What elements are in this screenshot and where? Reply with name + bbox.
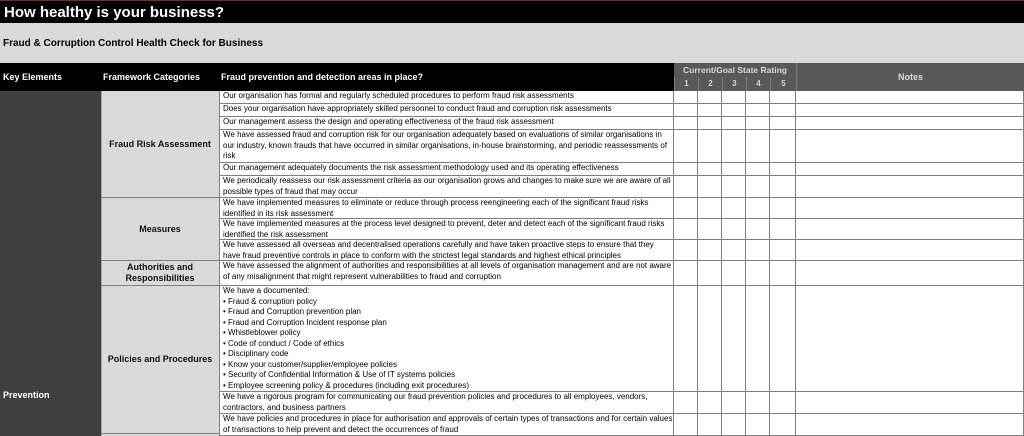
rating-cell-2[interactable] bbox=[698, 198, 722, 218]
area-text-main: Our management assess the design and operating effectiveness of the fraud risk assessment bbox=[223, 117, 554, 126]
area-text bbox=[219, 198, 674, 218]
policy-bullet: • Fraud & corruption policy bbox=[223, 296, 317, 306]
table-row bbox=[219, 414, 1024, 436]
area-text-main: We have a rigorous program for communicating our fraud prevention policies and procedures to all employees, vendors, contractors, and business partners bbox=[223, 392, 648, 412]
rating-cell-5[interactable] bbox=[770, 117, 796, 129]
area-text bbox=[219, 414, 674, 435]
area-text bbox=[219, 286, 674, 391]
area-text bbox=[219, 163, 674, 175]
rating-cell-2[interactable] bbox=[698, 286, 722, 391]
rating-cell-4[interactable] bbox=[746, 104, 770, 116]
rating-cell-5[interactable] bbox=[770, 261, 796, 285]
rating-cell-3[interactable] bbox=[722, 198, 746, 218]
notes-cell[interactable] bbox=[796, 117, 1024, 129]
header-rating-5: 5 bbox=[770, 77, 796, 91]
area-text-main: We have assessed the alignment of authorities and responsibilities at all levels of organisation management and are not aware of any misalignment that might represent vulnerabilities to fraud and corruption bbox=[223, 261, 672, 281]
policy-bullet: • Whistleblower policy bbox=[223, 328, 301, 337]
header-row bbox=[0, 63, 674, 91]
rating-cell-4[interactable] bbox=[746, 117, 770, 129]
notes-cell[interactable] bbox=[796, 176, 1024, 197]
rating-cell-1[interactable] bbox=[674, 117, 698, 129]
area-text-main: We have implemented measures at the process level designed to prevent, deter and detect each of the significant fraud risks identified the risk assessment bbox=[223, 219, 665, 239]
category-policies-procedures: Policies and Procedures bbox=[101, 286, 219, 434]
rating-cell-4[interactable] bbox=[746, 198, 770, 218]
area-text-main: Does your organisation have appropriately skilled personnel to conduct fraud and corruption risk assessments bbox=[223, 104, 612, 113]
notes-cell[interactable] bbox=[796, 91, 1024, 103]
rating-cell-2[interactable] bbox=[698, 130, 722, 162]
area-text-main: We have a documented: bbox=[223, 286, 310, 295]
rating-cell-1[interactable] bbox=[674, 286, 698, 391]
area-text bbox=[219, 117, 674, 129]
category-fraud-risk-assessment: Fraud Risk Assessment bbox=[101, 91, 219, 198]
area-text-main: We have assessed fraud and corruption risk for our organisation adequately based on evaluations of similar organisations in our industry, known frauds that have occurred in similar organisations, in-house brainstorming, and periodic reassessments of risk bbox=[223, 130, 668, 160]
table-row bbox=[219, 261, 1024, 286]
area-text bbox=[219, 91, 674, 103]
rating-cell-3[interactable] bbox=[722, 261, 746, 285]
notes-cell[interactable] bbox=[796, 130, 1024, 162]
rating-cell-4[interactable] bbox=[746, 130, 770, 162]
notes-cell[interactable] bbox=[796, 414, 1024, 435]
policy-bullet: • Disciplinary code bbox=[223, 349, 289, 358]
notes-cell[interactable] bbox=[796, 261, 1024, 285]
header-framework-categories: Framework Categories bbox=[103, 72, 201, 82]
rating-cell-1[interactable] bbox=[674, 392, 698, 413]
rating-cell-4[interactable] bbox=[746, 91, 770, 103]
key-elements-column bbox=[0, 91, 101, 436]
rating-cell-2[interactable] bbox=[698, 91, 722, 103]
rating-cell-2[interactable] bbox=[698, 392, 722, 413]
rating-cell-2[interactable] bbox=[698, 176, 722, 197]
table-row bbox=[219, 219, 1024, 240]
table-row bbox=[219, 392, 1024, 414]
rating-cell-1[interactable] bbox=[674, 163, 698, 175]
area-text bbox=[219, 104, 674, 116]
key-element-prevention: Prevention bbox=[3, 390, 50, 400]
table-row bbox=[219, 198, 1024, 219]
area-text bbox=[219, 176, 674, 197]
area-text bbox=[219, 219, 674, 239]
rating-cell-3[interactable] bbox=[722, 130, 746, 162]
notes-cell[interactable] bbox=[796, 163, 1024, 175]
rating-cell-5[interactable] bbox=[770, 198, 796, 218]
notes-cell[interactable] bbox=[796, 240, 1024, 260]
rating-cell-4[interactable] bbox=[746, 176, 770, 197]
table-row bbox=[219, 117, 1024, 130]
rating-cell-1[interactable] bbox=[674, 198, 698, 218]
rating-cell-2[interactable] bbox=[698, 240, 722, 260]
table-row bbox=[219, 91, 1024, 104]
rating-cell-1[interactable] bbox=[674, 130, 698, 162]
rating-cell-3[interactable] bbox=[722, 240, 746, 260]
rating-cell-4[interactable] bbox=[746, 286, 770, 391]
notes-cell[interactable] bbox=[796, 104, 1024, 116]
page-title: How healthy is your business? bbox=[0, 0, 1024, 23]
rating-cell-5[interactable] bbox=[770, 163, 796, 175]
area-text-main: We have implemented measures to eliminate or reduce through process reengineering each of the significant fraud risks identified in its risk assessment bbox=[223, 198, 649, 218]
rating-cell-3[interactable] bbox=[722, 104, 746, 116]
rating-cell-2[interactable] bbox=[698, 414, 722, 435]
rating-cell-5[interactable] bbox=[770, 104, 796, 116]
rating-cell-2[interactable] bbox=[698, 219, 722, 239]
header-key-elements: Key Elements bbox=[3, 72, 63, 82]
rating-cell-1[interactable] bbox=[674, 414, 698, 435]
area-text-main: We have policies and procedures in place for authorisation and approvals of certain types of transactions and for certain values of transactions to help prevent and detect the occurrences of fraud bbox=[223, 414, 673, 434]
policy-bullet: • Code of conduct / Code of ethics bbox=[223, 338, 345, 348]
rating-cell-1[interactable] bbox=[674, 91, 698, 103]
area-text bbox=[219, 261, 674, 285]
rating-cell-2[interactable] bbox=[698, 117, 722, 129]
rating-cell-5[interactable] bbox=[770, 414, 796, 435]
header-areas: Fraud prevention and detection areas in place? bbox=[221, 72, 424, 82]
notes-cell[interactable] bbox=[796, 286, 1024, 391]
rating-cell-5[interactable] bbox=[770, 91, 796, 103]
rating-cell-3[interactable] bbox=[722, 117, 746, 129]
rating-cell-2[interactable] bbox=[698, 261, 722, 285]
table-row bbox=[219, 104, 1024, 117]
rating-cell-4[interactable] bbox=[746, 163, 770, 175]
rating-cell-5[interactable] bbox=[770, 392, 796, 413]
rating-cell-3[interactable] bbox=[722, 163, 746, 175]
rating-cell-4[interactable] bbox=[746, 392, 770, 413]
rating-cell-3[interactable] bbox=[722, 219, 746, 239]
area-text bbox=[219, 130, 674, 162]
rating-cell-3[interactable] bbox=[722, 414, 746, 435]
policy-bullet: • Employee screening policy & procedures (including exit procedures) bbox=[223, 380, 470, 390]
area-text-main: We have assessed all overseas and decentralised operations carefully and have taken proactive steps to ensure that they have fraud preventive controls in place to conform with the strictest legal standards and highest ethical principles bbox=[223, 240, 654, 260]
header-notes: Notes bbox=[796, 63, 1024, 91]
area-text-main: Our organisation has formal and regularly scheduled procedures to perform fraud risk assessments bbox=[223, 91, 574, 100]
area-text-main: Our management adequately documents the risk assessment methodology used and its operating effectiveness bbox=[223, 163, 619, 172]
rating-cell-3[interactable] bbox=[722, 286, 746, 391]
rating-cell-1[interactable] bbox=[674, 261, 698, 285]
area-text-main: We periodically reassess our risk assessment criteria as our organisation grows and changes to make sure we are aware of all possible types of fraud that may occur bbox=[223, 176, 671, 196]
rating-cell-4[interactable] bbox=[746, 240, 770, 260]
policy-bullet: • Fraud and Corruption Incident response plan bbox=[223, 317, 387, 327]
policy-bullet: • Security of Confidential Information & Use of IT systems policies bbox=[223, 370, 456, 379]
notes-cell[interactable] bbox=[796, 219, 1024, 239]
notes-cell[interactable] bbox=[796, 198, 1024, 218]
table-row bbox=[219, 163, 1024, 176]
rating-cell-2[interactable] bbox=[698, 104, 722, 116]
category-measures: Measures bbox=[101, 198, 219, 261]
header-rating-1: 1 bbox=[674, 77, 698, 91]
rating-cell-4[interactable] bbox=[746, 261, 770, 285]
rating-cell-2[interactable] bbox=[698, 163, 722, 175]
table-row bbox=[219, 240, 1024, 261]
rating-cell-1[interactable] bbox=[674, 104, 698, 116]
rating-cell-5[interactable] bbox=[770, 240, 796, 260]
page-subtitle: Fraud & Corruption Control Health Check for Business bbox=[0, 23, 1024, 63]
rating-cell-1[interactable] bbox=[674, 219, 698, 239]
rating-cell-1[interactable] bbox=[674, 176, 698, 197]
rating-cell-5[interactable] bbox=[770, 130, 796, 162]
rating-cell-4[interactable] bbox=[746, 414, 770, 435]
rating-cell-5[interactable] bbox=[770, 219, 796, 239]
table-row bbox=[219, 176, 1024, 198]
header-rating-title: Current/Goal State Rating bbox=[674, 63, 796, 77]
header-rating-2: 2 bbox=[698, 77, 722, 91]
area-text bbox=[219, 392, 674, 413]
rating-cell-5[interactable] bbox=[770, 286, 796, 391]
policy-bullet: • Fraud and Corruption prevention plan bbox=[223, 307, 361, 316]
area-text bbox=[219, 240, 674, 260]
notes-cell[interactable] bbox=[796, 392, 1024, 413]
table-row bbox=[219, 286, 1024, 392]
rating-cell-3[interactable] bbox=[722, 176, 746, 197]
rating-cell-3[interactable] bbox=[722, 91, 746, 103]
rating-cell-1[interactable] bbox=[674, 240, 698, 260]
header-rating-4: 4 bbox=[746, 77, 770, 91]
rating-cell-3[interactable] bbox=[722, 392, 746, 413]
policy-bullet: • Know your customer/supplier/employee policies bbox=[223, 359, 397, 369]
rating-cell-5[interactable] bbox=[770, 176, 796, 197]
table-row bbox=[219, 130, 1024, 163]
rating-cell-4[interactable] bbox=[746, 219, 770, 239]
header-rating-3: 3 bbox=[722, 77, 746, 91]
category-authorities-responsibilities: Authorities and Responsibilities bbox=[101, 261, 219, 286]
